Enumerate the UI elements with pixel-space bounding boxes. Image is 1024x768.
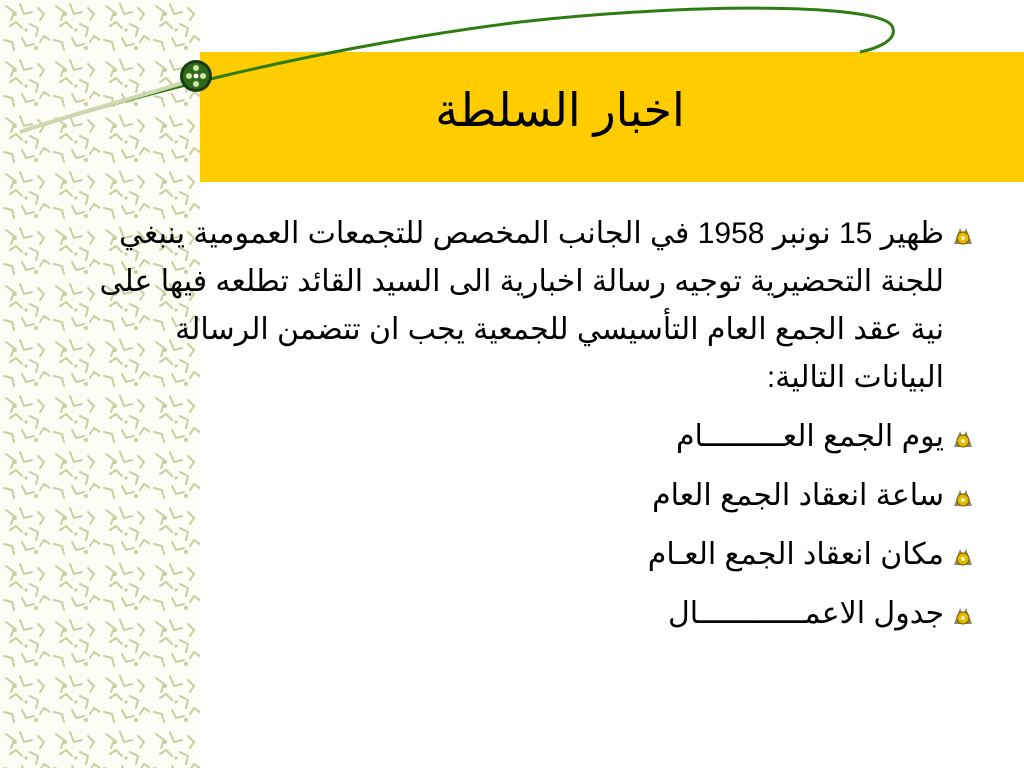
list-item-text: جدول الاعمــــــــــــال (667, 597, 944, 630)
flower-bullet-icon (952, 427, 974, 449)
bullet-list (94, 210, 974, 649)
slide-title: اخبار السلطة (435, 84, 685, 136)
flower-bullet-icon (952, 486, 974, 508)
list-item (94, 413, 974, 461)
list-item (94, 531, 974, 579)
list-item-text: مكان انعقاد الجمع العـام (647, 538, 944, 571)
flower-bullet-icon (952, 224, 974, 246)
list-item-text: ساعة انعقاد الجمع العام (652, 479, 944, 512)
flower-bullet-icon (952, 604, 974, 626)
flower-bullet-icon (952, 545, 974, 567)
list-item-text: ظهير 15 نونبر 1958 في الجانب المخصص للتجمعات العمومية ينبغي للجنة التحضيرية توجيه رسالة اخبارية الى السيد القائد تطلعه فيها على نية عقد الجمع العام التأسيسي للجمعية يجب ان تتضمن الرسالة البيانات التالية: (99, 217, 944, 394)
list-item (94, 210, 974, 402)
list-item (94, 590, 974, 638)
list-item-text: يوم الجمع العـــــــــام (675, 420, 944, 453)
list-item (94, 472, 974, 520)
